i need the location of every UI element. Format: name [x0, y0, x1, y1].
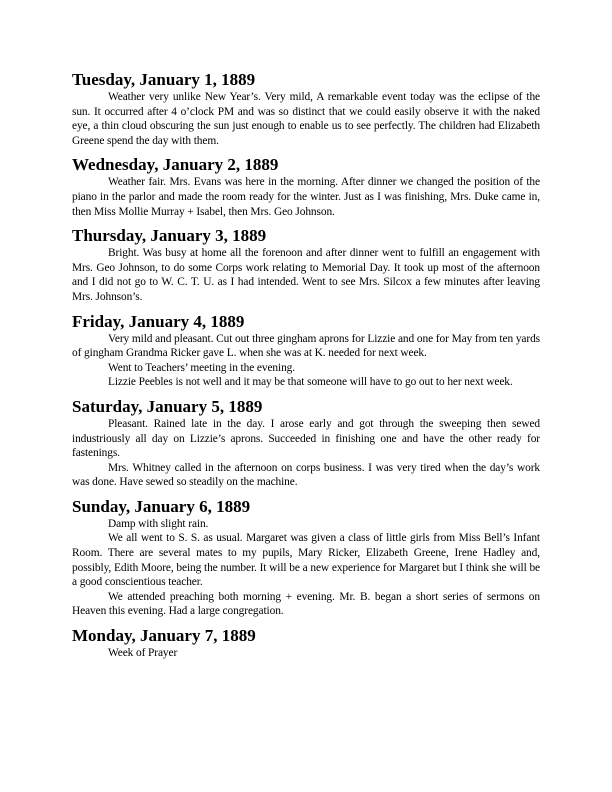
entry-date-heading: Wednesday, January 2, 1889: [72, 155, 279, 175]
entry-date-heading: Monday, January 7, 1889: [72, 626, 256, 646]
entry-paragraph: Weather fair. Mrs. Evans was here in the morning. After dinner we changed the position of the piano in the parlor and made the room ready for the winter. Just as I was finishing, Mrs. Duke came in, then Miss Mollie Murray + Isabel, then Mrs. Geo Johnson.: [72, 176, 540, 218]
entry-paragraph: Bright. Was busy at home all the forenoon and after dinner went to fulfill an engagement with Mrs. Geo Johnson, to do some Corps work relating to Memorial Day. It took up most of the afternoon and I did not go to W. C. T. U. as I had intended. Went to see Mrs. Silcox a few minutes after leaving Mrs. Johnson’s.: [72, 247, 540, 303]
entry-paragraph: Very mild and pleasant. Cut out three gingham aprons for Lizzie and one for May from ten yards of gingham Grandma Ricker gave L. when she was at K. needed for next week.: [72, 332, 540, 360]
entry-paragraph: We all went to S. S. as usual. Margaret was given a class of little girls from Miss Bell’s Infant Room. There are several mates to my pupils, Mary Ricker, Elizabeth Greene, Irene Hadley and, possibly, Edith Moore, being the number. It will be a new experience for Margaret but I think she will be a good conscientious teacher.: [72, 532, 540, 589]
diary-page: [72, 70, 540, 668]
diary-entry-jan-2: [72, 155, 540, 219]
entry-date-heading: Sunday, January 6, 1889: [72, 496, 251, 516]
diary-entry-jan-3: [72, 226, 540, 304]
entry-paragraph: We attended preaching both morning + evening. Mr. B. began a short series of sermons on Heaven this evening. Had a large congregation.: [72, 590, 540, 618]
entry-paragraph: Weather very unlike New Year’s. Very mild, A remarkable event today was the eclipse of the sun. It occurred after 4 o’clock PM and was so distinct that we could easily observe it with the naked eye, a thin cloud obscuring the sun just enough to enable us to see perfectly. The children had Elizabeth Greene spend the day with them.: [72, 91, 540, 147]
entry-paragraph: Mrs. Whitney called in the afternoon on corps business. I was very tired when the day’s work was done. Have sewed so steadily on the machine.: [72, 461, 540, 489]
entry-date-heading: Thursday, January 3, 1889: [72, 226, 267, 246]
entry-paragraph: Went to Teachers’ meeting in the evening.: [108, 361, 296, 374]
diary-entry-jan-1: [72, 70, 540, 148]
entry-paragraph: Damp with slight rain.: [108, 517, 209, 530]
diary-entry-jan-4: [72, 312, 540, 390]
entry-paragraph: Pleasant. Rained late in the day. I arose early and got through the sweeping then sewed industriously all day on Lizzie’s aprons. Succeeded in finishing one and have the other ready for fastenings.: [72, 417, 540, 460]
diary-entry-jan-6: [72, 497, 540, 619]
entry-paragraph: Lizzie Peebles is not well and it may be that someone will have to go out to her next week.: [108, 376, 513, 389]
diary-entry-jan-5: [72, 397, 540, 490]
entry-date-heading: Saturday, January 5, 1889: [72, 396, 263, 416]
diary-entry-jan-7: [72, 626, 540, 661]
entry-date-heading: Friday, January 4, 1889: [72, 311, 245, 331]
entry-date-heading: Tuesday, January 1, 1889: [72, 70, 256, 89]
entry-paragraph: Week of Prayer: [108, 647, 178, 660]
